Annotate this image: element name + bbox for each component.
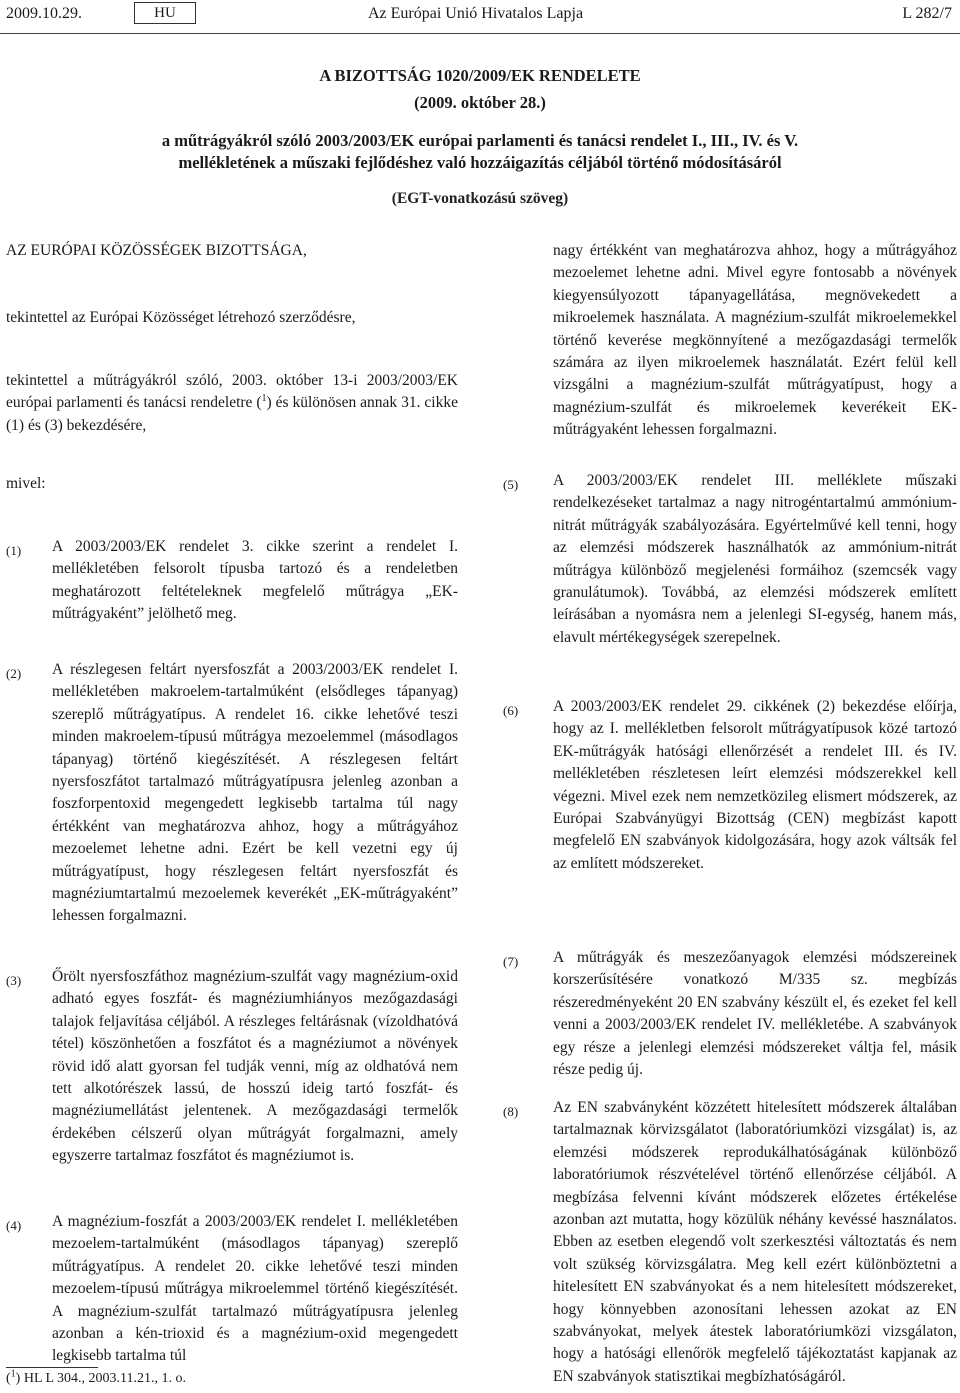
recital-4-continuation: nagy értékként van meghatározva ahhoz, hogy a műtrágyához mezoelemet lehetne adni. Mivel egyre fontosabb a növények kiegyensúlyozott tápanyagellátása, megnövekedett a mikroelemek használata. A magnézium-szulfát mikroelemekkel történő keverése megkönnyítené a mezőgazdasági termelők számára az ilyen mikroelemek használatát. Ezért felül kell vizsgálni a magnézium-szulfát műtrágyatípust, hogy a magnézium-szulfát és mikroelemek keverékeit EK-műtrágyaként lehessen forgalmazni. [553,242,957,439]
eea-relevance: (EGT-vonatkozású szöveg) [391,190,569,207]
regulation-subject-line-2: mellékletének a műszaki fejlődéshez való hozzáigazítás céljából történő módosításáról [178,153,782,172]
footnote-mark: 1 [10,1368,16,1380]
recital-number: (7) [503,954,519,969]
recital-number: (5) [503,477,519,492]
recital-text: Őrölt nyersfoszfáthoz magnézium-szulfát vagy magnézium-oxid adható egyes foszfát- és magnéziumhiányos mezőgazdasági talajok feljavítása céljából. A részleges feltárásnak (vízoldhatóvá tétel) köszönhetően a foszfátot és a magnéziumot a növények rövid idő alatt gyorsan fel tudják venni, míg az oldhatóvá nem tett alkotórészek lassú, de hosszú ideig tartó foszfát- és magnéziumellátást jelentenek. A mezőgazdasági termelők érdekében célszerű olyan műtrágyát forgalmazni, amely egyszerre tartalmaz foszfátot és magnéziumot is. [52,968,458,1165]
regulation-subject-line-1: a műtrágyákról szóló 2003/2003/EK európai parlamenti és tanácsi rendelet I., III., IV. és V. [161,131,799,150]
recital-text: A részlegesen feltárt nyersfoszfát a 2003/2003/EK rendelet I. mellékletében makroelem-tartalmúként (elsődleges tápanyag) szereplő műtrágyatípus. A rendelet 16. cikke lehetővé teszi minden makroelem-típusú műtrágya mezoelemmel (másodlagos tápanyag) történő kiegészítését. A részlegesen feltárt nyersfoszfátot tartalmazó műtrágyatípusra jelenleg azonban a foszforpentoxid megengedett legkisebb tartalma túl nagy értékként van meghatározva ahhoz, hogy a műtrágyához mezoelemet lehetne adni. Ezért be kell vezetni egy új műtrágyatípust, hogy részlegesen feltárt nyersfoszfát és magnéziumtartalmú mezoelemek keverékét „EK-műtrágyaként” lehessen forgalmazni. [52,661,458,925]
recital-text: Az EN szabványként közzétett hitelesített módszerek általában tartalmaznak körvizsgálatot (laboratóriumközi vizsgálat) is, az elemzési módszerek reprodukálhatóságának különböző laboratóriumok részvételével történő ellenőrzése céljából. A megbízása felvenni kívánt módszerek előzetes értékelése azonban azt mutatta, hogy közülük néhány kevéssé használatos. Ebben az esetben elegendő volt szerkesztési változtatás és nem volt szükség körvizsgálatra. Meg kell ezért különböztetni a hitelesített EN szabványokat és a nem hitelesített módszereket, hogy könnyebben azonosítani lehessen azokat az EN szabványokat, melyek átestek laboratóriumközi vizsgálaton, hogy a hatósági ellenőrök megfelelő tájékoztatást kapjanak az EN szabványok statisztikai megbízhatóságáról. [553,1099,957,1385]
header-date: 2009.10.29. [6,5,82,22]
recital-number: (8) [503,1104,519,1119]
recital-text: A műtrágyák és meszezőanyagok elemzési módszereinek korszerűsítésére vonatkozó M/335 sz. megbízás részeredményeként 20 EN szabvány készült el, és ezeket fel kell venni a 2003/2003/EK rendelet IV. mellékletébe. A szabványok egy része a jelenlegi elemzési módszereket váltja fel, másik része pedig új. [553,949,957,1079]
recital-text: A magnézium-foszfát a 2003/2003/EK rendelet I. mellékletében mezoelem-tartalmúként (másodlagos tápanyag) szereplő műtrágyatípus. A rendelet 20. cikke lehetővé teszi minden mezoelem-típusú műtrágya mikroelemmel történő kiegészítését. A magnézium-szulfát tartalmazó műtrágyatípusra jelenleg azonban a kén-trioxid és a magnézium-oxid megengedett legkisebb tartalma túl [52,1213,458,1365]
recital-text: A 2003/2003/EK rendelet III. melléklete műszaki rendelkezéseket tartalmaz a nagy nitrogéntartalmú ammónium-nitrát műtrágyák szabályozására. Egyértelművé kell tenni, hogy az elemzési módszerek használhatók az ammónium-nitrát műtrágya különböző megjelenési formáihoz (szemcsék vagy granulátumok). Továbbá, az elemzési módszerek említett leírásában a nyomásra nem a jelenlegi SI-egység, hanem más, elavult mértékegységek szerepelnek. [553,472,957,646]
recital-number: (4) [6,1218,22,1233]
regulation-title: A BIZOTTSÁG 1020/2009/EK RENDELETE [319,66,641,85]
recital-text: A 2003/2003/EK rendelet 3. cikke szerint a rendelet I. mellékletében felsorolt típusba tartozó és a rendeletben meghatározott feltételeknek megfelelő műtrágya „EK-műtrágyaként” jelölhető meg. [52,538,458,623]
header-divider [0,33,960,34]
recital-number: (2) [6,666,22,681]
recital-number: (1) [6,543,22,558]
citation-treaty: tekintettel az Európai Közösséget létrehozó szerződésre, [6,309,356,326]
recital-text: A 2003/2003/EK rendelet 29. cikkének (2) bekezdése előírja, hogy az I. mellékletben felsorolt műtrágyatípusok közé tartozó EK-műtrágyák hatósági ellenőrzését a rendelet III. és IV. mellékletében részletesen leírt elemzési módszerekkel kell végezni. Mivel ezek nem nemzetközileg elismert módszerek, az Európai Szabványügyi Bizottság (CEN) megbízást kapott megfelelő EN szabványok kidolgozására, hogy azok váltsák fel az említett módszereket. [553,698,957,872]
regulation-date: (2009. október 28.) [414,93,546,112]
footnote: ($^1$) HL L 304., 2003.11.21., 1. o. [6,1368,186,1386]
recital-number: (3) [6,973,22,988]
page-reference: L 282/7 [902,5,952,22]
issuing-body: AZ EURÓPAI KÖZÖSSÉGEK BIZOTTSÁGA, [6,242,307,259]
language-badge: HU [134,2,196,24]
journal-title: Az Európai Unió Hivatalos Lapja [368,5,584,22]
recital-number: (6) [503,703,519,718]
footnote-divider [6,1367,98,1368]
footnote-text: HL L 304., 2003.11.21., 1. o. [23,1371,186,1386]
footnote-ref: 1 [261,393,267,405]
whereas-label: mivel: [6,475,46,492]
citation-regulation: tekintettel a műtrágyákról szóló, 2003. október 13-i 2003/2003/EK európai parlamenti és tanácsi rendeletre ($^1$) és különösen annak 31. cikke (1) és (3) bekezdésére, [6,372,458,434]
